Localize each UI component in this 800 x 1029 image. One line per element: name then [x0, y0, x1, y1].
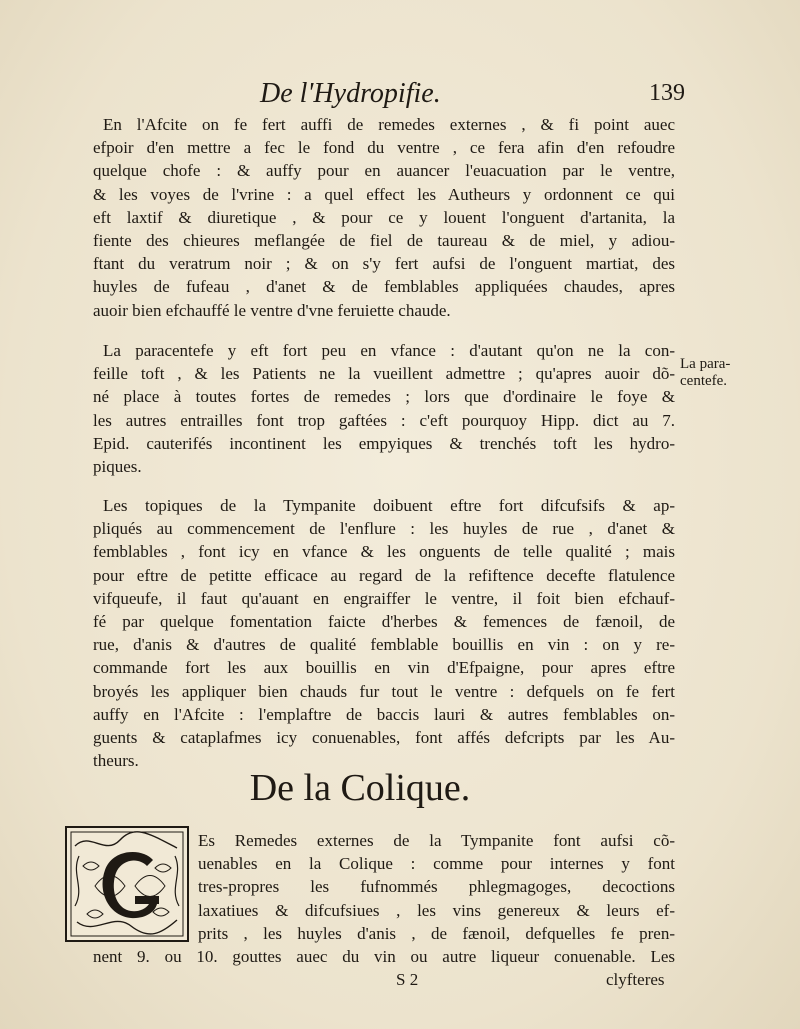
section-heading: De la Colique.: [249, 767, 471, 809]
text-line: feille toft , & les Patients ne la vueillent admettre ; qu'apres auoir dõ-: [93, 364, 675, 384]
text-line: huyles de fufeau , d'anet & de femblables appliquées chaudes, apres: [93, 277, 675, 297]
text-line: piques.: [93, 457, 142, 477]
paragraph-tympanite: [93, 494, 675, 772]
text-line: les autres entrailles font trop gaftées : c'eft pourquoy Hipp. dict au 7.: [93, 410, 675, 430]
text-line: broyés les appliquer bien chauds fur tout le ventre : defquels on fe fert: [93, 681, 675, 701]
text-line: ftant du veratrum noir ; & on s'y fert aufsi de l'onguent martiat, des: [93, 254, 675, 274]
text-line: pliqués au commencement de l'enflure : les huyles de rue , d'anet &: [93, 519, 675, 539]
margin-note-line: La para-: [680, 356, 731, 372]
signature-mark: S 2: [396, 970, 419, 989]
paragraph-colique: [198, 829, 675, 945]
text-line: fiente des chieures meflangée de fiel de taureau & de miel, y adiou-: [93, 231, 675, 251]
text-line: rue, d'anis & d'autres de qualité femblable bouillis en vin : on y re-: [93, 635, 675, 655]
paragraph-paracentese: [93, 339, 675, 478]
text-line: quelque chofe : & auffy pour en auancer l'euacuation par le ventre,: [93, 161, 675, 181]
text-line: nent 9. ou 10. gouttes auec du vin ou autre liqueur conuenable. Les: [93, 947, 675, 966]
running-title: De l'Hydropifie.: [260, 78, 441, 109]
text-line: prits , les huyles d'anis , de fænoil, defquelles fe pren-: [198, 923, 675, 943]
text-line: fé par quelque fomentation faicte d'herbes & femences de fænoil, de: [93, 612, 675, 632]
text-line: uenables en la Colique : comme pour internes y font: [198, 854, 675, 874]
text-line: & les voyes de l'vrine : a quel effect les Autheurs y ordonnent ce qui: [93, 184, 675, 204]
margin-note-line: centefe.: [680, 373, 728, 389]
paragraph-ascite: [93, 113, 675, 322]
text-line: theurs.: [93, 751, 139, 771]
text-line: Epid. cauterifés incontinent les empyiques & trenchés toft les hydro-: [93, 433, 675, 453]
margin-note: [680, 356, 760, 390]
decorated-initial-icon: [65, 826, 189, 942]
text-line: auffy en l'Afcite : l'emplaftre de baccis lauri & autres femblables on-: [93, 704, 675, 724]
text-line: pour eftre de petitte efficace au regard de la refiftence decefte flatulence: [93, 565, 675, 585]
page-header: [60, 78, 685, 112]
text-line: femblables , font icy en vfance & les onguents de telle qualité ; mais: [93, 542, 675, 562]
text-line: La paracentefe y eft fort peu en vfance : d'autant qu'on ne la con-: [103, 341, 675, 360]
text-line: efpoir d'en mettre a fec le fond du ventre , ce fera afin d'en refoudre: [93, 138, 675, 158]
catchword: clyfteres: [606, 970, 665, 989]
text-line: eft laxtif & diuretique , & pour ce y louent l'onguent d'artanita, la: [93, 207, 675, 227]
text-line: tres-propres les fufnommés phlegmagoges, decoctions: [198, 877, 675, 897]
text-line: né place à toutes fortes de remedes ; lors que d'ordinaire le foye &: [93, 387, 675, 407]
text-line: En l'Afcite on fe fert auffi de remedes externes , & fi point auec: [103, 115, 675, 134]
text-line: Es Remedes externes de la Tympanite font aufsi cõ-: [198, 831, 675, 850]
text-line: auoir bien efchauffé le ventre d'vne feruiette chaude.: [93, 300, 451, 320]
text-line: guents & cataplafmes icy conuenables, font affés defcripts par les Au-: [93, 728, 675, 748]
text-line: laxatiues & difcufsiues , les vins genereux & leurs ef-: [198, 900, 675, 920]
text-line: Les topiques de la Tympanite doibuent eftre fort difcufsifs & ap-: [103, 496, 675, 515]
text-line: vifqueufe, il faut qu'auant en engraiffer le ventre, il foit bien efchauf-: [93, 588, 675, 608]
page-number: 139: [649, 80, 685, 106]
text-line: commande fort les aux bouillis en vin d'Efpaigne, pour apres eftre: [93, 658, 675, 678]
